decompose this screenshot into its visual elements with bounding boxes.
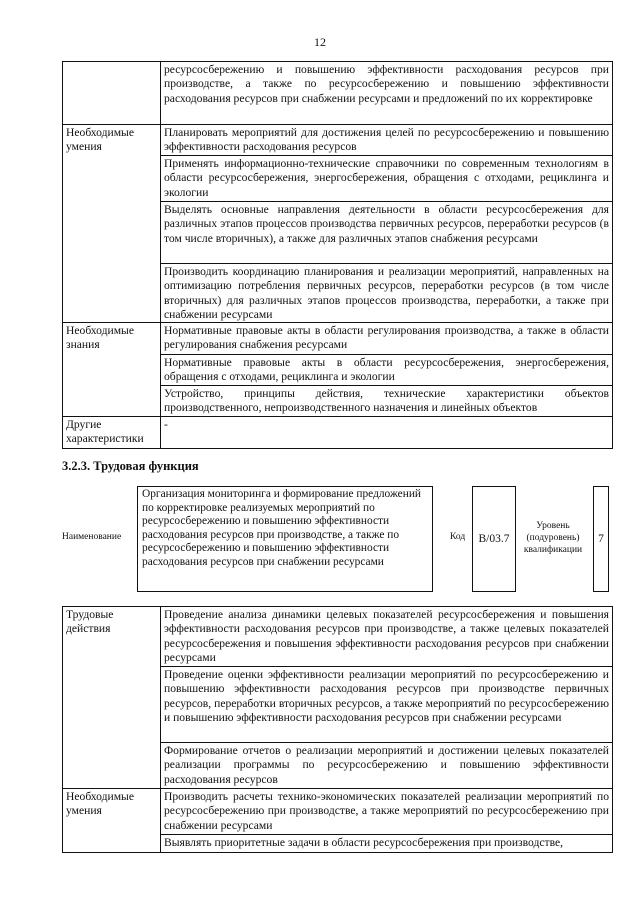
page-number: 12 <box>314 35 326 49</box>
row-content <box>161 743 613 789</box>
row-item: Нормативные правовые акты в области ресурсосбережения, энергосбережения, обращения с отходами, рециклинга и экологии <box>164 356 609 384</box>
table-row <box>63 607 613 667</box>
row-content <box>161 202 613 264</box>
function-code-box: B/03.7 <box>472 486 516 592</box>
function-name-box: Организация мониторинга и формирование предложений по корректировке реализуемых мероприятий по ресурсосбережению и повышению эффективности расходования ресурсов при производстве, а также по ресурсосбережению и повышению эффективности расходования ресурсов при снабжении ресурсами <box>137 486 433 592</box>
row-content <box>161 417 613 449</box>
row-item: Планировать мероприятий для достижения целей по ресурсосбережению и повышению эффективности расходования ресурсов <box>164 126 609 154</box>
row-item: - <box>164 418 168 432</box>
table-row <box>63 789 613 835</box>
row-content <box>161 386 613 417</box>
row-item: Формирование отчетов о реализации мероприятий и достижении целевых показателей реализации программы по ресурсосбережению и повышению эффективности расходования ресурсов <box>164 744 609 786</box>
function-level-box: 7 <box>593 486 609 592</box>
row-content <box>161 125 613 156</box>
table-row <box>63 125 613 156</box>
code-label: Код <box>450 532 466 542</box>
row-item: Устройство, принципы действия, технические характеристики объектов производственного, непроизводственного назначения и линейных объектов <box>164 387 609 415</box>
row-content <box>161 156 613 202</box>
row-content <box>161 667 613 743</box>
row-label: Необходимые умения <box>63 789 161 853</box>
level-label: Уровень (подуровень) квалификации <box>523 521 583 555</box>
row-item: Выявлять приоритетные задачи в области ресурсосбережения при производстве, <box>164 836 564 849</box>
labour-function-header <box>62 484 622 596</box>
row-item: Производить расчеты технико-экономических показателей реализации мероприятий по ресурсосбережению при производстве, а также мероприятий по ресурсосбережению при снабжении ресурсами <box>164 790 609 832</box>
row-content <box>161 835 613 853</box>
row-content <box>161 264 613 323</box>
row-content <box>161 323 613 355</box>
table-row <box>63 417 613 449</box>
row-label <box>63 62 161 125</box>
table-row <box>63 323 613 355</box>
competency-table-bottom <box>62 606 613 853</box>
row-item: Выделять основные направления деятельности в области ресурсосбережения для различных этапов процессов производства первичных ресурсов, переработки ресурсов (в том числе вторичных), а также для различных этапов снабжения ресурсами <box>164 203 609 245</box>
competency-table-top <box>62 61 613 449</box>
section-heading: 3.2.3. Трудовая функция <box>62 459 199 473</box>
name-label: Наименование <box>62 532 122 542</box>
row-content <box>161 789 613 835</box>
row-item: Проведение анализа динамики целевых показателей ресурсосбережения и повышения эффективности расходования ресурсов при производстве, а также целевых показателей ресурсосбережения и повышения эффективности расходования ресурсов при снабжении ресурсами <box>164 608 609 664</box>
table-row <box>63 62 613 125</box>
row-label: Необходимые умения <box>63 125 161 323</box>
row-item: Производить координацию планирования и реализации мероприятий, направленных на оптимизацию потребления первичных ресурсов, переработки ресурсов (в том числе вторичных) для различных этапов процессов производства, переработки, а также при снабжении ресурсами <box>164 265 609 321</box>
row-item: Проведение оценки эффективности реализации мероприятий по ресурсосбережению и повышению эффективности расходования ресурсов при производстве первичных ресурсов, переработки вторичных ресурсов, а также мероприятий по ресурсосбережению и повышению эффективности расходования ресурсов при снабжении ресурсами <box>164 668 609 724</box>
row-item: Применять информационно-технические справочники по современным технологиям в области ресурсосбережения, энергосбережения, обращения с отходами, рециклинга и экологии <box>164 157 609 199</box>
row-label: Другие характеристики <box>63 417 161 449</box>
row-item: ресурсосбережению и повышению эффективности расходования ресурсов при производстве, а также по ресурсосбережению и повышению эффективности расходования ресурсов при снабжении ресурсами и предложений по их корректировке <box>164 63 609 105</box>
row-content <box>161 607 613 667</box>
row-label: Необходимые знания <box>63 323 161 417</box>
row-content <box>161 355 613 386</box>
row-item: Нормативные правовые акты в области регулирования производства, а также в области регулирования снабжения ресурсами <box>164 324 609 352</box>
row-content <box>161 62 613 125</box>
row-label: Трудовые действия <box>63 607 161 789</box>
